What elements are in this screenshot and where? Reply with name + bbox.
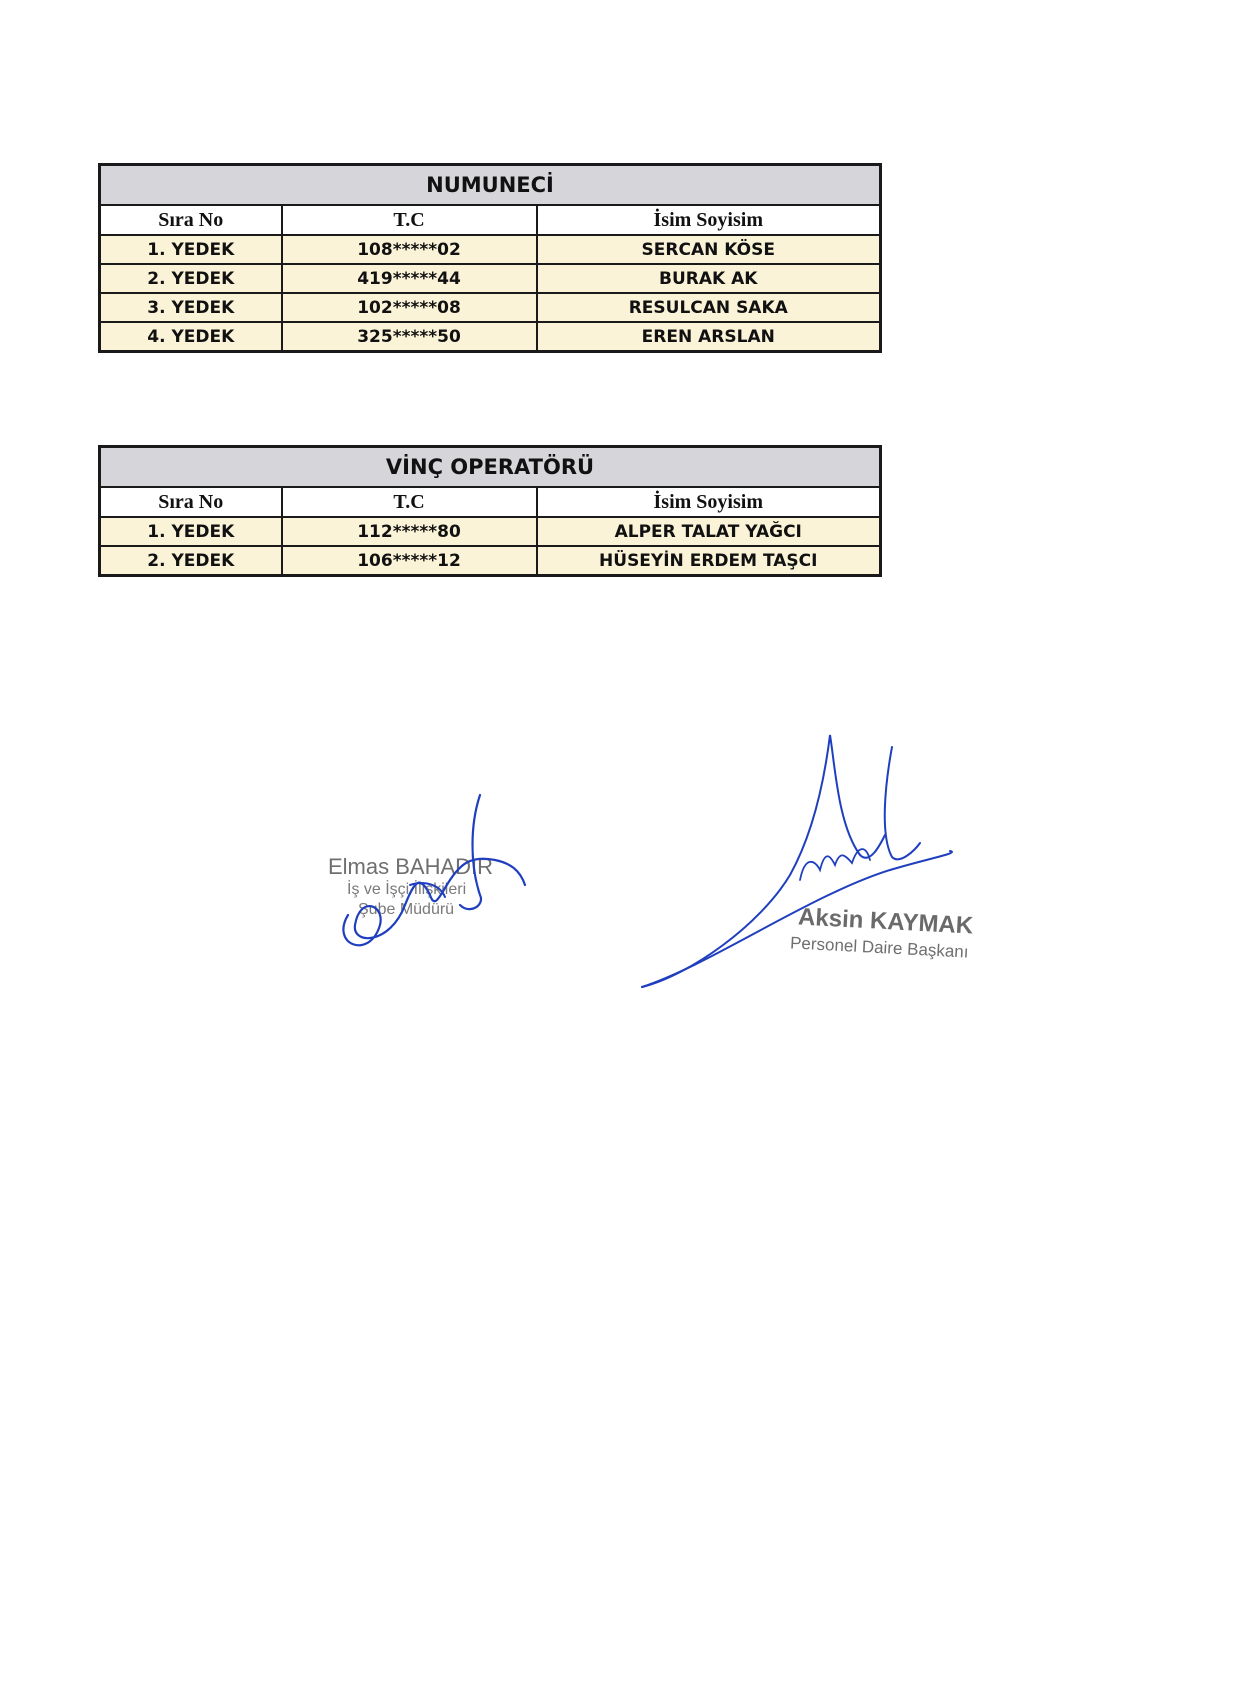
cell-isim: RESULCAN SAKA — [537, 293, 881, 322]
signature-block-right — [630, 725, 1010, 995]
column-header-isim-soyisim: İsim Soyisim — [537, 205, 881, 235]
table-row — [100, 264, 881, 293]
column-header-tc: T.C — [282, 205, 537, 235]
cell-sira-no: 2. YEDEK — [100, 264, 282, 293]
table-numuneci — [98, 163, 882, 353]
signatory-title: Personel Daire Başkanı — [789, 933, 969, 962]
cell-tc: 108*****02 — [282, 235, 537, 264]
signatory-title: İş ve İşçi İlişkileri — [347, 881, 467, 898]
table-row — [100, 293, 881, 322]
handwritten-signature-left — [320, 785, 550, 965]
table-vinc-operatoru — [98, 445, 882, 577]
cell-isim: SERCAN KÖSE — [537, 235, 881, 264]
cell-isim: EREN ARSLAN — [537, 322, 881, 352]
table-row — [100, 235, 881, 264]
cell-isim: BURAK AK — [537, 264, 881, 293]
table-title: VİNÇ OPERATÖRÜ — [100, 447, 881, 488]
cell-isim: ALPER TALAT YAĞCI — [537, 517, 881, 546]
table-row — [100, 322, 881, 352]
column-header-sira-no: Sıra No — [100, 487, 282, 517]
signatory-name: Elmas BAHADIR — [328, 854, 494, 879]
signature-block-left — [320, 785, 550, 965]
cell-sira-no: 4. YEDEK — [100, 322, 282, 352]
cell-isim: HÜSEYİN ERDEM TAŞCI — [537, 546, 881, 576]
cell-tc: 106*****12 — [282, 546, 537, 576]
cell-tc: 419*****44 — [282, 264, 537, 293]
table-title: NUMUNECİ — [100, 165, 881, 206]
signatory-name: Aksin KAYMAK — [797, 903, 974, 940]
cell-sira-no: 1. YEDEK — [100, 235, 282, 264]
column-header-tc: T.C — [282, 487, 537, 517]
signatory-title: Şube Müdürü — [358, 901, 455, 918]
table-row — [100, 546, 881, 576]
cell-tc: 102*****08 — [282, 293, 537, 322]
handwritten-signature-right — [630, 725, 1010, 995]
cell-sira-no: 2. YEDEK — [100, 546, 282, 576]
table-row — [100, 517, 881, 546]
cell-tc: 325*****50 — [282, 322, 537, 352]
cell-sira-no: 1. YEDEK — [100, 517, 282, 546]
cell-tc: 112*****80 — [282, 517, 537, 546]
cell-sira-no: 3. YEDEK — [100, 293, 282, 322]
column-header-sira-no: Sıra No — [100, 205, 282, 235]
column-header-isim-soyisim: İsim Soyisim — [537, 487, 881, 517]
